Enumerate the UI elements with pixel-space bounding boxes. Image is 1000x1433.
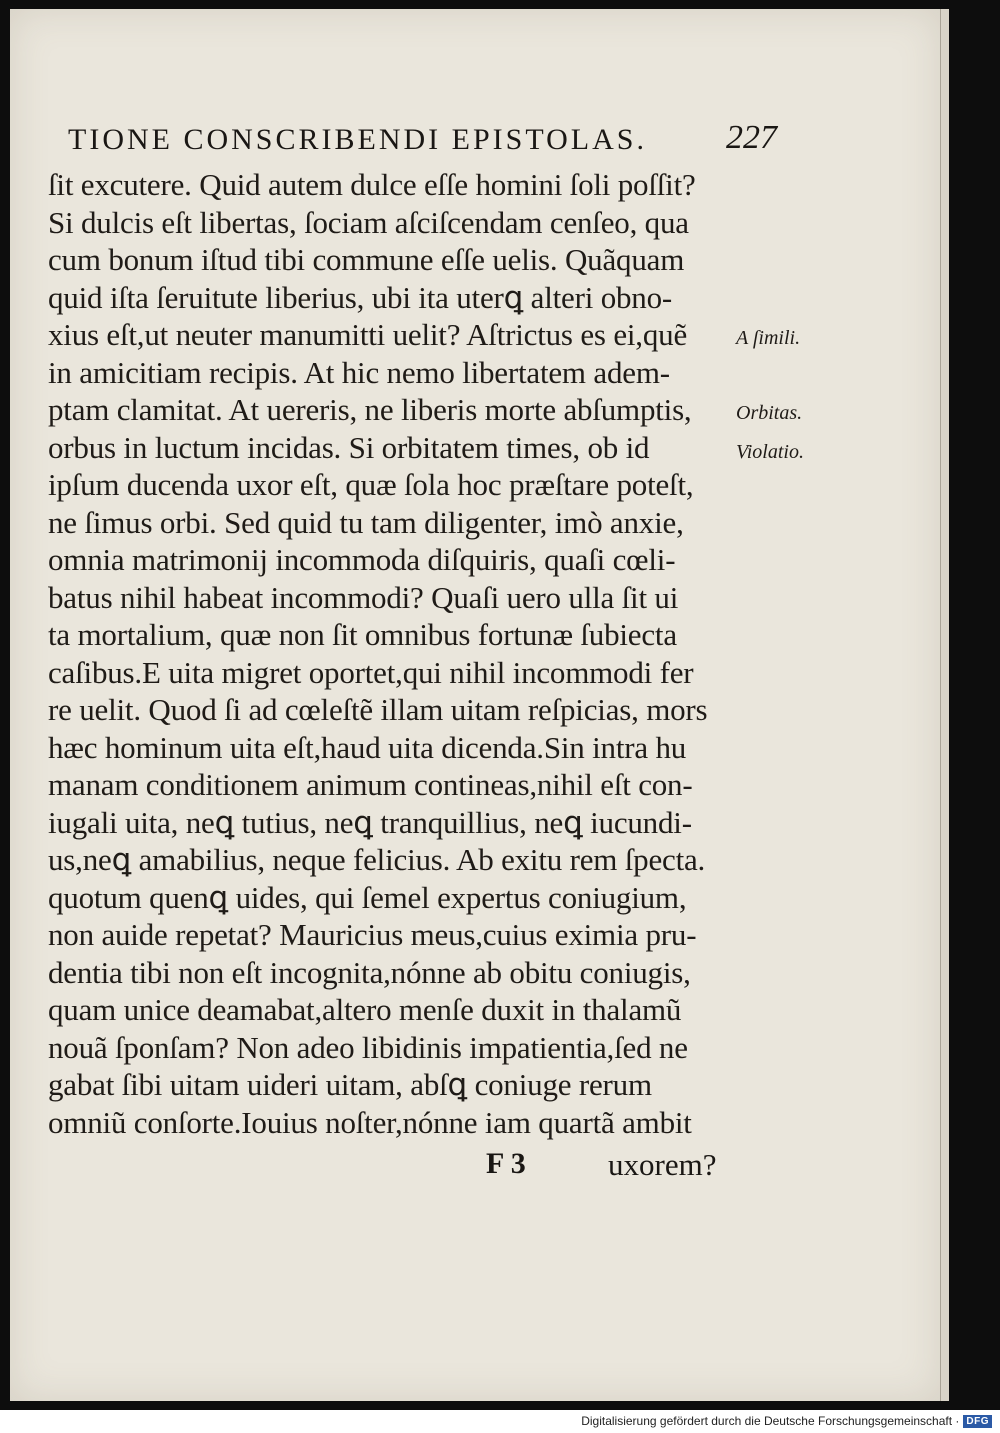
margin-note: Violatio. <box>736 441 804 463</box>
catchword: uxorem? <box>608 1147 717 1182</box>
margin-note: Orbitas. <box>736 402 803 424</box>
margin-note: A ſimili. <box>736 327 801 349</box>
text-line: nouã ſponſam? Non adeo libidinis impatientia,ſed ne <box>48 1030 688 1065</box>
credit-text: Digitalisierung gefördert durch die Deutsche Forschungsgemeinschaft · <box>581 1414 960 1428</box>
text-line: xius eſt,ut neuter manumitti uelit? Aſtrictus es ei,quẽ <box>48 317 688 352</box>
text-line: hæc hominum uita eſt,haud uita dicenda.Sin intra hu <box>48 730 687 765</box>
text-line: quotum quenꝗ uides, qui ſemel expertus coniugium, <box>48 880 687 915</box>
text-line: dentia tibi non eſt incognita,nónne ab obitu coniugis, <box>48 955 691 990</box>
text-line: caſibus.E uita migret oportet,qui nihil incommodi fer <box>48 655 694 690</box>
text-line: cum bonum iſtud tibi commune eſſe uelis. Quãquam <box>48 242 685 277</box>
text-line: quam unice deamabat,altero menſe duxit in thalamũ <box>48 992 682 1027</box>
text-line: non auide repetat? Mauricius meus,cuius eximia pru- <box>48 917 697 952</box>
text-line: ipſum ducenda uxor eſt, quæ ſola hoc præſtare poteſt, <box>48 467 694 502</box>
text-line: omniũ conſorte.Iouius noſter,nónne iam quartã ambit <box>48 1105 692 1140</box>
text-line: manam conditionem animum contineas,nihil eſt con- <box>48 767 693 802</box>
text-line: Si dulcis eſt libertas, ſociam aſciſcendam cenſeo, qua <box>48 205 689 240</box>
text-line: orbus in luctum incidas. Si orbitatem times, ob id <box>48 430 650 465</box>
text-line: batus nihil habeat incommodi? Quaſi uero ulla ſit ui <box>48 580 679 615</box>
text-line: omnia matrimonij incommoda diſquiris, quaſi cœli- <box>48 542 676 577</box>
text-line: re uelit. Quod ſi ad cœleſtẽ illam uitam reſpicias, mors <box>48 692 708 727</box>
dfg-logo: DFG <box>963 1415 992 1428</box>
text-line: ne ſimus orbi. Sed quid tu tam diligenter, imò anxie, <box>48 505 684 540</box>
text-line: iugali uita, neꝗ tutius, neꝗ tranquillius, neꝗ iucundi- <box>48 805 692 840</box>
digitization-credit <box>581 1414 992 1428</box>
text-line: gabat ſibi uitam uideri uitam, abſꝗ coniuge rerum <box>48 1067 652 1102</box>
text-line: quid iſta ſeruitute liberius, ubi ita uterꝗ alteri obno- <box>48 280 673 315</box>
running-head: TIONE CONSCRIBENDI EPISTOLAS. <box>68 123 647 156</box>
text-line: ſit excutere. Quid autem dulce eſſe homini ſoli poſſit? <box>48 167 696 202</box>
signature-mark: F 3 <box>486 1147 526 1180</box>
page-edge <box>940 9 949 1401</box>
text-line: us,neꝗ amabilius, neque felicius. Ab exitu rem ſpecta. <box>48 842 706 877</box>
text-line: in amicitiam recipis. At hic nemo libertatem adem- <box>48 355 670 390</box>
folio-number: 227 <box>726 119 777 156</box>
text-line: ta mortalium, quæ non ſit omnibus fortunæ ſubiecta <box>48 617 677 652</box>
book-page <box>10 9 940 1401</box>
text-line: ptam clamitat. At uereris, ne liberis morte abſumptis, <box>48 392 692 427</box>
